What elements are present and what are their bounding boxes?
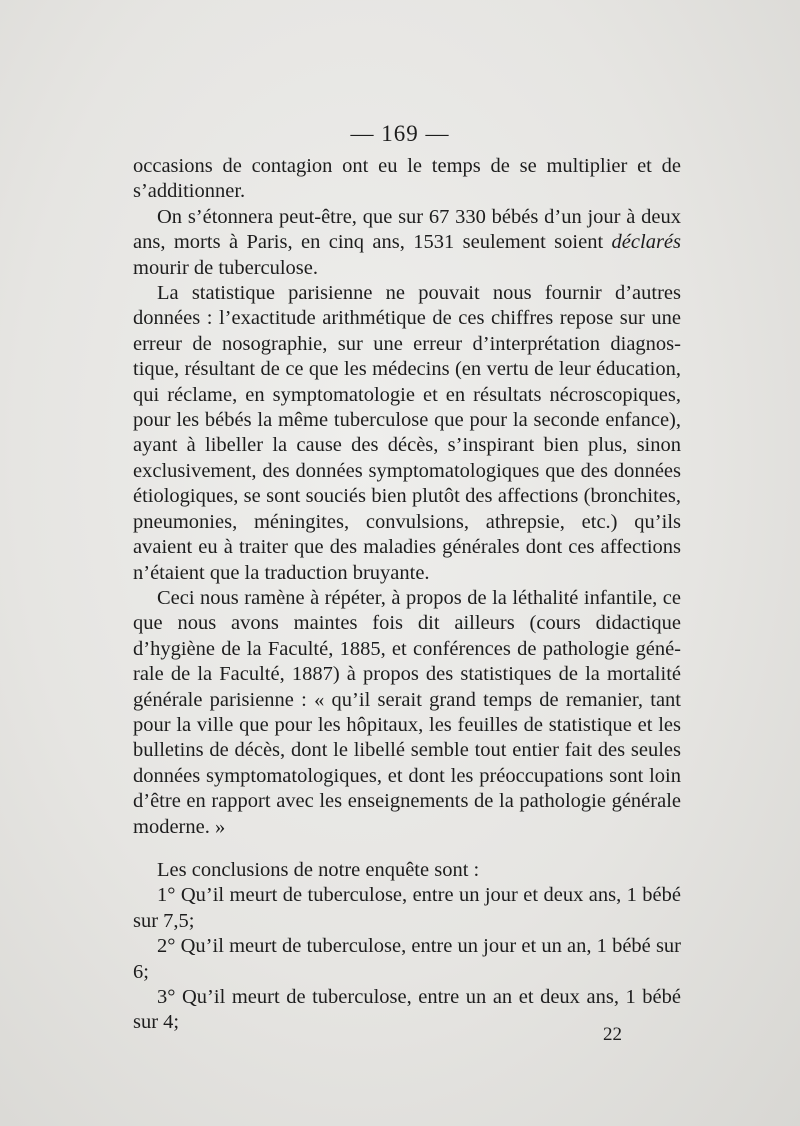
paragraph: La statistique parisienne ne pouvait nous fournir d’autres données : l’exactitude arithmétique de ces chiffres repose sur une erreur de nosographie, sur une erreur d’interprétation diagnostique, résultant de ce que les médecins (en vertu de leur éducation, qui réclame, en symptomatologie et en résultats nécroscopiques, pour les bébés la même tuberculose que pour la seconde enfance), ayant à libeller la cause des décès, s’inspirant bien plus, sinon exclusivement, des données symptomatologiques que des données étiologiques, se sont souciés bien plutôt des affections (bronchites, pneumonies, méningites, convulsions, athrepsie, etc.) qu’ils avaient eu à traiter que des maladies générales dont ces affections n’étaient que la traduction bruyante. bbox=[133, 282, 681, 584]
list-item: 2° Qu’il meurt de tuberculose, entre un jour et un an, 1 bébé sur 6; bbox=[133, 935, 681, 983]
paragraph: occasions de contagion ont eu le temps de se multiplier et de s’additionner. bbox=[133, 155, 681, 203]
list-item: 3° Qu’il meurt de tuberculose, entre un an et deux ans, 1 bébé sur 4; bbox=[133, 986, 681, 1034]
page-number-header: — 169 — bbox=[350, 121, 450, 146]
list-item: 1° Qu’il meurt de tuberculose, entre un jour et deux ans, 1 bébé sur 7,5; bbox=[133, 884, 681, 932]
body-text bbox=[133, 154, 681, 1036]
paragraph bbox=[133, 205, 681, 281]
signature-mark: 22 bbox=[603, 1024, 622, 1045]
paragraph: Ceci nous ramène à répéter, à propos de la léthalité infantile, ce que nous avons maintes fois dit ailleurs (cours didactique d’hygiène de la Faculté, 1885, et conférences de pathologie générale de la Faculté, 1887) à propos des statistiques de la mortalité générale parisienne : « qu’il serait grand temps de remanier, tant pour la ville que pour les hôpitaux, les feuilles de statistique et les bulletins de décès, dont le libellé semble tout entier fait des seules données symptomatologiques, et dont les préoccupations sont loin d’être en rapport avec les enseignements de la pathologie générale moderne. » bbox=[133, 586, 681, 838]
emphasis-text: déclarés bbox=[611, 231, 681, 254]
paragraph-text: mourir de tuberculose. bbox=[133, 256, 319, 279]
paragraph-text: On s’étonnera peut-être, que sur 67 330 bébés d’un jour à deux ans, morts à Paris, en cinq ans, 1531 seulement soient bbox=[133, 205, 681, 254]
paragraph: Les conclusions de notre enquête sont : bbox=[157, 858, 480, 881]
